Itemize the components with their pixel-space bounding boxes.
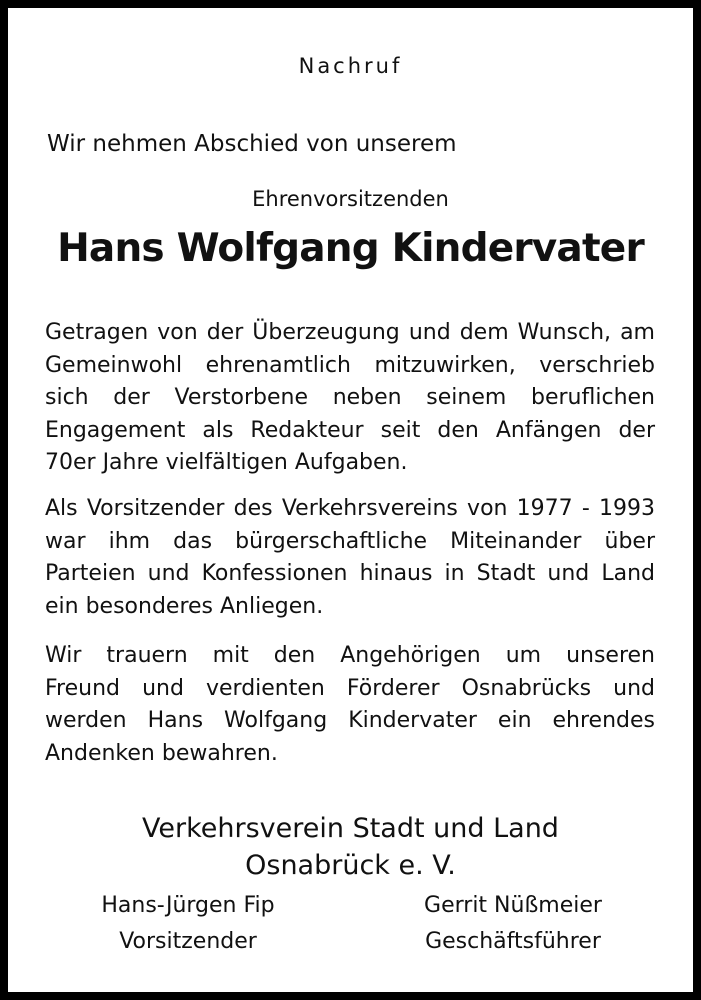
paragraph-mourning [45, 640, 655, 770]
paragraph-line: war ihm das bürgerschaftliche Miteinander über [45, 528, 655, 554]
honor-title: Ehrenvorsitzenden [252, 187, 449, 211]
paragraph-chairmanship [45, 493, 655, 623]
paragraph-line: Andenken bewahren. [45, 740, 278, 766]
paragraph-line: ein besonderes Anliegen. [45, 593, 324, 619]
signatory-manager-role: Geschäftsführer [425, 929, 601, 954]
signatory-chair-role: Vorsitzender [119, 929, 257, 954]
paragraph-line: Als Vorsitzender des Verkehrsvereins von 1977 - 1993 [45, 496, 655, 521]
paragraph-line: Engagement als Redakteur seit den Anfängen der [45, 417, 655, 443]
notice-heading: Nachruf [298, 54, 403, 78]
obituary-notice [8, 8, 693, 992]
organization-city: Osnabrück e. V. [245, 850, 456, 881]
paragraph-line: 70er Jahre vielfältigen Aufgaben. [45, 450, 408, 475]
paragraph-line: sich der Verstorbene neben seinem beruflichen [45, 385, 655, 410]
paragraph-line: werden Hans Wolfgang Kindervater ein ehrendes [45, 708, 655, 733]
paragraph-line: Parteien und Konfessionen hinaus in Stadt und Land [45, 561, 655, 586]
deceased-name: Hans Wolfgang Kindervater [57, 226, 644, 271]
paragraph-tribute [45, 317, 655, 480]
organization-name: Verkehrsverein Stadt und Land [142, 813, 559, 844]
paragraph-line: Gemeinwohl ehrenamtlich mitzuwirken, verschrieb [45, 352, 655, 378]
intro-line: Wir nehmen Abschied von unserem [47, 131, 457, 157]
signatory-chair-name: Hans-Jürgen Fip [101, 893, 275, 918]
signatory-manager-name: Gerrit Nüßmeier [424, 893, 602, 918]
paragraph-line: Wir trauern mit den Angehörigen um unseren [45, 643, 655, 668]
paragraph-line: Freund und verdienten Förderer Osnabrücks und [45, 675, 655, 701]
paragraph-line: Getragen von der Überzeugung und dem Wunsch, am [45, 320, 655, 345]
